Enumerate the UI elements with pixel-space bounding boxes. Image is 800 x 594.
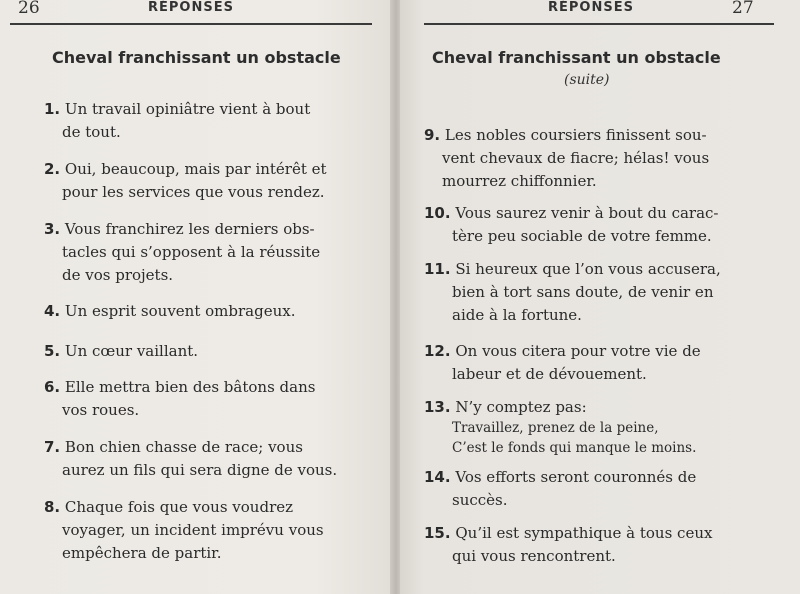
item-number: 10.: [424, 204, 451, 222]
item-line: Bon chien chasse de race; vous: [64, 438, 303, 456]
item-line: de vos projets.: [62, 266, 174, 284]
item-line: Vos efforts seront couronnés de: [455, 468, 697, 486]
item-line: pour les services que vous rendez.: [62, 183, 325, 201]
item-number: 7.: [44, 438, 61, 456]
quote-line: C’est le fonds qui manque le moins.: [452, 440, 697, 456]
answer-item-6: [44, 376, 315, 422]
left-page: [0, 0, 392, 594]
item-line: qui vous rencontrent.: [452, 547, 616, 565]
item-number: 12.: [424, 342, 451, 360]
left-page-number: 26: [18, 0, 40, 18]
item-line: aurez un fils qui sera digne de vous.: [62, 461, 338, 479]
right-page: [400, 0, 800, 594]
item-line: Les nobles coursiers finissent sou-: [444, 126, 707, 144]
item-line: labeur et de dévouement.: [452, 365, 647, 383]
item-number: 15.: [424, 524, 451, 542]
answer-item-15: [424, 522, 712, 568]
right-running-head-label: RÉPONSES: [548, 0, 634, 15]
answer-item-4: [44, 300, 295, 323]
answer-item-3: [44, 218, 320, 287]
answer-item-10: [424, 202, 719, 248]
item-number: 6.: [44, 378, 61, 396]
item-line: Vous franchirez les derniers obs-: [64, 220, 315, 238]
left-page-title: Cheval franchissant un obstacle: [52, 48, 341, 67]
answer-item-8: [44, 496, 324, 565]
answer-item-11: [424, 258, 721, 327]
answer-item-2: [44, 158, 327, 204]
right-running-head: [400, 0, 800, 22]
item-number: 4.: [44, 302, 61, 320]
quote-line: Travaillez, prenez de la peine,: [452, 420, 659, 436]
answer-13-quote: [452, 418, 696, 458]
answer-item-9: [424, 124, 709, 193]
left-running-head: [0, 0, 372, 22]
item-line: Oui, beaucoup, mais par intérêt et: [64, 160, 327, 178]
item-line: Si heureux que l’on vous accusera,: [455, 260, 721, 278]
item-line: mourrez chiffonnier.: [442, 172, 597, 190]
left-running-head-label: RÉPONSES: [148, 0, 234, 15]
item-line: Un travail opiniâtre vient à bout: [64, 100, 311, 118]
item-line: Un esprit souvent ombrageux.: [64, 302, 296, 320]
item-line: bien à tort sans doute, de venir en: [452, 283, 714, 301]
item-number: 5.: [44, 342, 61, 360]
item-line: Qu’il est sympathique à tous ceux: [455, 524, 713, 542]
item-number: 1.: [44, 100, 61, 118]
right-page-title: Cheval franchissant un obstacle: [432, 48, 721, 67]
answer-item-5: [44, 340, 198, 363]
item-line: N’y comptez pas:: [455, 398, 587, 416]
right-page-subtitle: (suite): [564, 72, 610, 88]
item-number: 11.: [424, 260, 451, 278]
item-number: 14.: [424, 468, 451, 486]
item-number: 8.: [44, 498, 61, 516]
right-header-rule: [424, 23, 774, 25]
answer-item-13: [424, 396, 587, 419]
item-number: 2.: [44, 160, 61, 178]
item-line: Chaque fois que vous voudrez: [64, 498, 294, 516]
right-page-number: 27: [732, 0, 754, 18]
item-number: 9.: [424, 126, 441, 144]
item-line: vos roues.: [62, 401, 140, 419]
item-line: aide à la fortune.: [452, 306, 582, 324]
item-line: empêchera de partir.: [62, 544, 222, 562]
item-line: On vous citera pour votre vie de: [455, 342, 701, 360]
item-number: 13.: [424, 398, 451, 416]
left-header-rule: [10, 23, 372, 25]
item-line: tacles qui s’opposent à la réussite: [62, 243, 321, 261]
answer-item-7: [44, 436, 337, 482]
item-number: 3.: [44, 220, 61, 238]
item-line: de tout.: [62, 123, 121, 141]
answer-item-14: [424, 466, 696, 512]
answer-item-1: [44, 98, 310, 144]
item-line: tère peu sociable de votre femme.: [452, 227, 712, 245]
item-line: Un cœur vaillant.: [64, 342, 199, 360]
item-line: succès.: [452, 491, 508, 509]
answer-item-12: [424, 340, 701, 386]
item-line: vent chevaux de fiacre; hélas! vous: [442, 149, 710, 167]
item-line: voyager, un incident imprévu vous: [62, 521, 324, 539]
item-line: Vous saurez venir à bout du carac-: [455, 204, 719, 222]
item-line: Elle mettra bien des bâtons dans: [64, 378, 316, 396]
